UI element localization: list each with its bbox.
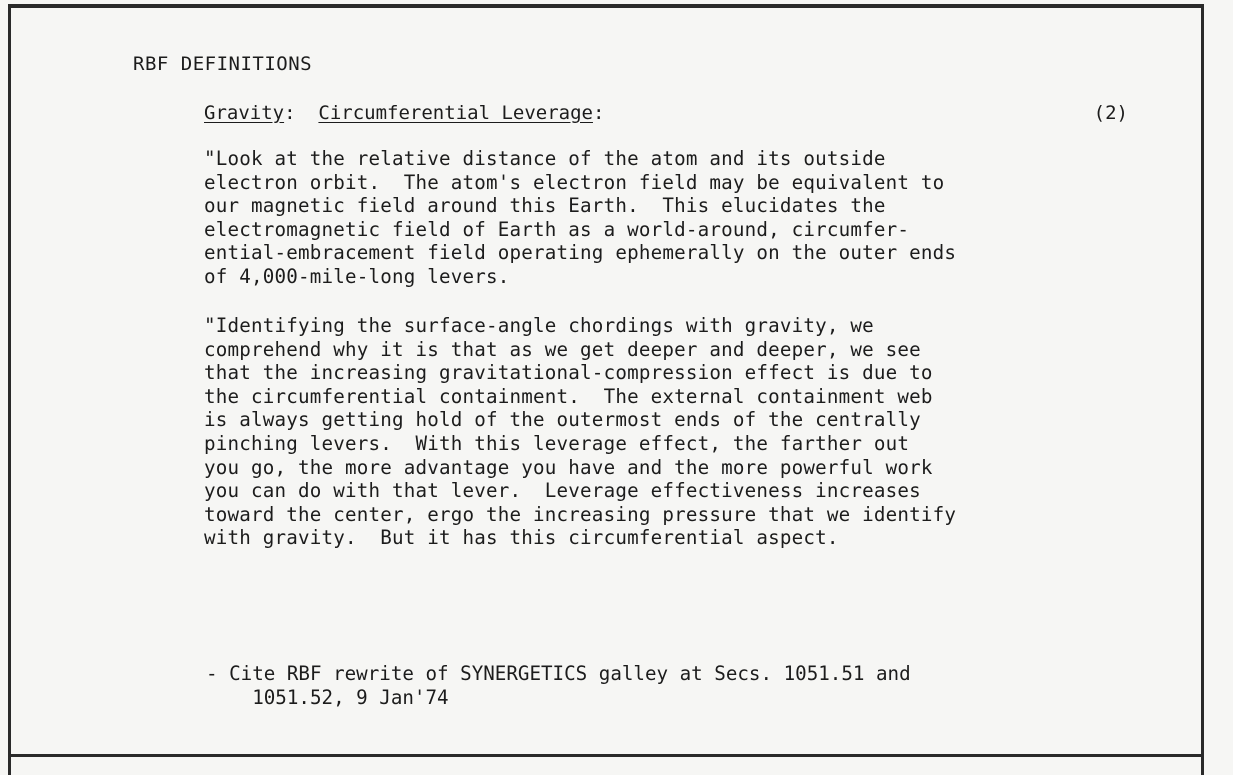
heading-term: Gravity: [204, 102, 285, 124]
frame-bottom-border: [8, 754, 1204, 757]
heading-subterm: Circumferential Leverage: [318, 102, 593, 124]
citation-line: - Cite RBF rewrite of SYNERGETICS galley at Secs. 1051.51 and: [206, 662, 911, 685]
paragraph-line: electron orbit. The atom's electron field may be equivalent to: [204, 170, 945, 194]
paragraph-line: comprehend why it is that as we get deeper and deeper, we see: [204, 337, 921, 361]
paragraph-line: that the increasing gravitational-compression effect is due to: [204, 361, 933, 385]
heading-term-colon: :: [284, 102, 296, 124]
paragraph-line: ential-embracement field operating ephemerally on the outer ends: [204, 241, 957, 265]
definition-heading: [204, 102, 1128, 124]
citation: [206, 662, 911, 709]
paragraph-line: you can do with that lever. Leverage effectiveness increases: [204, 479, 921, 503]
frame-right-border: [1201, 4, 1204, 775]
paragraph-line: is always getting hold of the outermost ends of the centrally: [204, 408, 921, 432]
paragraph-line: "Look at the relative distance of the atom and its outside: [204, 147, 886, 170]
page-number: (2): [1093, 102, 1128, 124]
frame-left-border: [8, 4, 11, 775]
page-header: RBF DEFINITIONS: [133, 53, 313, 75]
paragraph-line: you go, the more advantage you have and the more powerful work: [204, 455, 933, 479]
paragraph-line: of 4,000-mile-long levers.: [204, 264, 510, 288]
paragraph-line: toward the center, ergo the increasing pressure that we identify: [204, 502, 957, 526]
quote-paragraph-2: [204, 314, 956, 550]
paragraph-line: the circumferential containment. The external containment web: [204, 384, 933, 408]
heading-subterm-colon: :: [592, 102, 605, 124]
paragraph-line: pinching levers. With this leverage effect, the farther out: [204, 431, 910, 455]
paragraph-line: our magnetic field around this Earth. This elucidates the: [204, 194, 886, 218]
paragraph-line: electromagnetic field of Earth as a world-around, circumfer-: [204, 217, 910, 241]
citation-line: 1051.52, 9 Jan'74: [206, 685, 449, 709]
paragraph-line: with gravity. But it has this circumferential aspect.: [204, 526, 839, 550]
paragraph-line: "Identifying the surface-angle chordings with gravity, we: [204, 314, 874, 337]
frame-top-border: [8, 4, 1204, 8]
quote-paragraph-1: [204, 147, 956, 289]
